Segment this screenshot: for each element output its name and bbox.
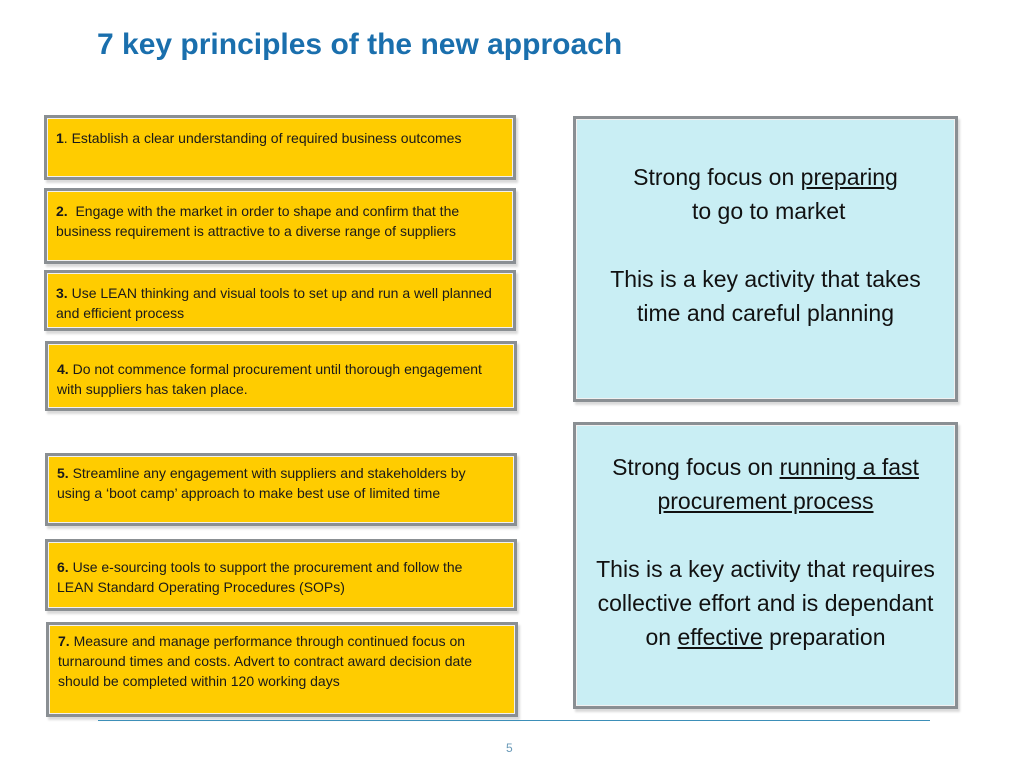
- principle-number: 7.: [58, 633, 70, 649]
- focus-heading-emphasis: preparing: [800, 164, 898, 190]
- focus-description-text-end: preparation: [762, 624, 886, 650]
- focus-heading-text: Strong focus on: [612, 454, 780, 480]
- principle-number: 2.: [56, 203, 68, 219]
- principle-number: 3.: [56, 285, 68, 301]
- focus-heading-emphasis: running a fast procurement process: [657, 454, 919, 514]
- page-number: 5: [506, 741, 513, 755]
- principle-box-3: [44, 270, 516, 331]
- principle-box-2: [44, 188, 516, 264]
- principle-text: Engage with the market in order to shape and confirm that the business requirement is attractive to a diverse range of suppliers: [56, 203, 460, 239]
- principle-number: 1: [56, 130, 64, 146]
- focus-heading: [586, 450, 945, 518]
- principle-text: Streamline any engagement with suppliers and stakeholders by using a ‘boot camp’ approach to make best use of limited time: [57, 465, 466, 501]
- focus-description: [586, 552, 945, 654]
- principle-box-4: [45, 341, 517, 411]
- principle-separator: .: [63, 130, 72, 146]
- focus-heading: [586, 160, 945, 228]
- focus-box-preparing: [573, 116, 958, 402]
- focus-description-text: This is a key activity that takes time and careful planning: [610, 266, 921, 326]
- principle-box-6: [45, 539, 517, 611]
- principle-box-5: [45, 453, 517, 526]
- principle-text: Measure and manage performance through continued focus on turnaround times and costs. Advert to contract award decision date should be completed within 120 working days: [58, 633, 473, 689]
- principle-number: 6.: [57, 559, 69, 575]
- principle-box-7: [46, 622, 518, 717]
- principle-text: Establish a clear understanding of required business outcomes: [71, 130, 462, 146]
- principle-number: 4.: [57, 361, 69, 377]
- focus-description-text: This is a key activity that requires collective effort and is dependant on: [596, 556, 942, 650]
- principle-box-1: [44, 115, 516, 180]
- principle-text: Use LEAN thinking and visual tools to set up and run a well planned and efficient process: [56, 285, 492, 321]
- slide-title: 7 key principles of the new approach: [97, 28, 623, 61]
- focus-box-running: [573, 422, 958, 709]
- focus-heading-text: Strong focus on: [633, 164, 801, 190]
- principle-number: 5.: [57, 465, 69, 481]
- principle-text: Use e-sourcing tools to support the procurement and follow the LEAN Standard Operating Procedures (SOPs): [57, 559, 463, 595]
- focus-description: [586, 262, 945, 330]
- principle-text: Do not commence formal procurement until thorough engagement with suppliers has taken place.: [57, 361, 482, 397]
- footer-divider: [98, 720, 930, 721]
- focus-heading-text-end: to go to market: [685, 198, 846, 224]
- focus-description-emphasis: effective: [677, 624, 763, 650]
